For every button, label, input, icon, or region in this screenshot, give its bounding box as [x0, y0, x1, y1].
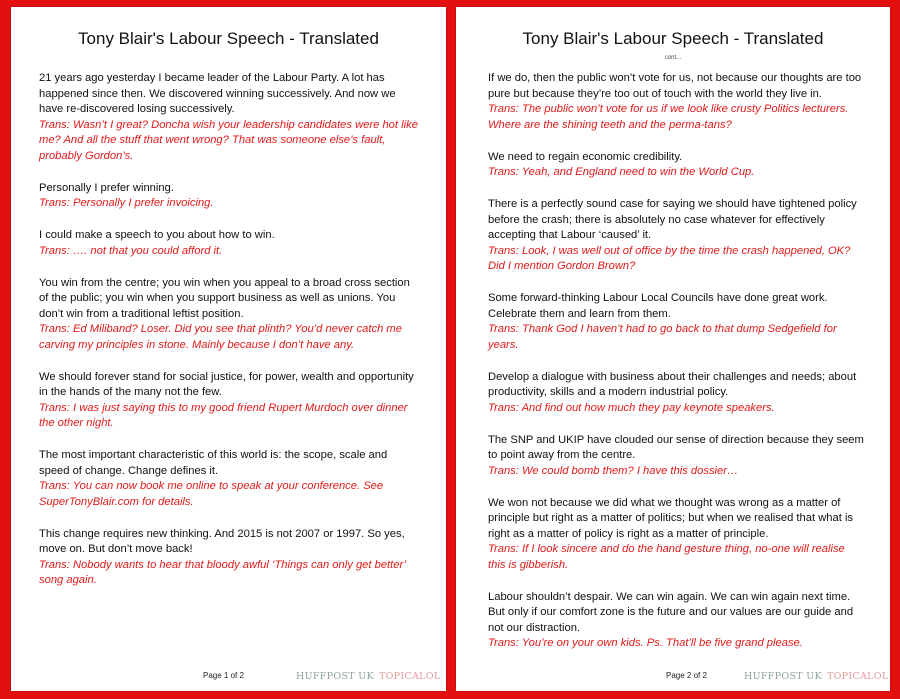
- translation-text: Trans: You can now book me online to speak at your conference. See SuperTonyBlair.com for details.: [39, 480, 384, 508]
- speech-text: We won not because we did what we thought was wrong as a matter of principle but right as a matter of politics; but when we realised that what is right as a matter of policy is right as a matter of principle.: [488, 496, 854, 540]
- translation-text: Trans: Nobody wants to hear that bloody awful ‘Things can only get better’ song again.: [39, 558, 406, 586]
- speech-text: You win from the centre; you win when you appeal to a broad cross section of the public; you win when you support business as well as unions. You don’t win from a traditional leftist position.: [39, 276, 410, 320]
- huffpost-logo: HUFFPOST UK: [296, 671, 374, 682]
- paragraph: [39, 370, 418, 432]
- paragraph: [39, 527, 418, 589]
- speech-text: If we do, then the public won’t vote for us, not because our thoughts are too pure but because they’re too out of touch with the world they live in.: [488, 72, 862, 100]
- paragraph: [488, 370, 864, 417]
- translation-text: Trans: If I look sincere and do the hand gesture thing, no-one will realise this is gibberish.: [488, 543, 845, 571]
- paragraph: [488, 150, 864, 181]
- speech-text: I could make a speech to you about how to win.: [39, 229, 275, 241]
- paragraph: [488, 496, 864, 574]
- paragraph: [488, 433, 864, 480]
- topicalol-logo: TOPICALOL: [378, 671, 441, 682]
- translation-text: Trans: Look, I was well out of office by the time the crash happened, OK? Did I mention Gordon Brown?: [488, 244, 851, 272]
- speech-text: The most important characteristic of this world is: the scope, scale and speed of change. Change defines it.: [39, 449, 388, 477]
- translation-text: Trans: Personally I prefer invoicing.: [39, 197, 214, 209]
- translation-text: Trans: Ed Miliband? Loser. Did you see that plinth? You’d never catch me carving my principles in stone. Mainly because I don’t have any.: [39, 323, 402, 351]
- page-2: [456, 7, 890, 691]
- speech-text: We should forever stand for social justice, for power, wealth and opportunity in the hands of the many not the few.: [39, 370, 414, 398]
- translation-text: Trans: I was just saying this to my good friend Rupert Murdoch over dinner the other night.: [39, 401, 408, 429]
- paragraph: [488, 590, 864, 652]
- paragraph: [39, 228, 418, 259]
- translation-text: Trans: Thank God I haven’t had to go back to that dump Sedgefield for years.: [488, 323, 837, 351]
- page-title: Tony Blair's Labour Speech - Translated: [522, 29, 824, 48]
- speech-body: [39, 71, 418, 605]
- huffpost-logo: HUFFPOST UK: [744, 671, 822, 682]
- translation-text: Trans: Yeah, and England need to win the World Cup.: [488, 166, 755, 178]
- translation-text: Trans: …. not that you could afford it.: [39, 244, 223, 257]
- paragraph: [39, 276, 418, 354]
- translation-text: Trans: And find out how much they pay keynote speakers.: [488, 401, 775, 414]
- translation-text: Trans: We could bomb them? I have this dossier…: [488, 464, 739, 477]
- paragraph: [488, 291, 864, 353]
- brand-logo: [744, 671, 888, 682]
- page-number: Page 2 of 2: [666, 671, 707, 680]
- speech-text: Develop a dialogue with business about their challenges and needs; about productivity, skills and a modern industrial policy.: [488, 370, 857, 398]
- speech-text: Labour shouldn’t despair. We can win again. We can win again next time. But only if our comfort zone is the future and our values are our guide and not our distraction.: [488, 590, 854, 634]
- speech-text: We need to regain economic credibility.: [488, 150, 683, 163]
- page-1: [11, 7, 446, 691]
- topicalol-logo: TOPICALOL: [826, 671, 889, 682]
- page-number: Page 1 of 2: [203, 671, 244, 680]
- speech-text: There is a perfectly sound case for saying we should have tightened policy before the crash; there is absolutely no case whatever for effectively accepting that Labour ‘caused’ it.: [488, 198, 857, 241]
- translation-text: Trans: Wasn’t I great? Doncha wish your leadership candidates were hot like me? And all the stuff that went wrong? That was someone else’s fault, probably Gordon’s.: [39, 118, 418, 162]
- speech-text: This change requires new thinking. And 2015 is not 2007 or 1997. So yes, move on. But don’t move back!: [39, 527, 405, 555]
- paragraph: [39, 448, 418, 510]
- paragraph: [39, 71, 418, 164]
- speech-text: Some forward-thinking Labour Local Councils have done great work. Celebrate them and learn from them.: [488, 292, 828, 320]
- paragraph: [488, 197, 864, 275]
- paragraph: [39, 181, 418, 212]
- speech-body: [488, 71, 864, 668]
- translation-text: Trans: The public won’t vote for us if we look like crusty Politics lecturers. Where are the shining teeth and the perma-tans?: [488, 103, 849, 131]
- page-title: Tony Blair's Labour Speech - Translated: [78, 29, 379, 48]
- paragraph: [488, 71, 864, 133]
- brand-logo: [296, 671, 440, 682]
- translation-text: Trans: You’re on your own kids. Ps. That’ll be five grand please.: [488, 637, 803, 649]
- speech-text: 21 years ago yesterday I became leader of the Labour Party. A lot has happened since then. We discovered winning successively. And now we have re-discovered losing successively.: [39, 72, 396, 115]
- speech-text: The SNP and UKIP have clouded our sense of direction because they seem to point away from the centre.: [488, 433, 864, 461]
- speech-text: Personally I prefer winning.: [39, 181, 174, 194]
- continued-label: cont...: [664, 55, 682, 61]
